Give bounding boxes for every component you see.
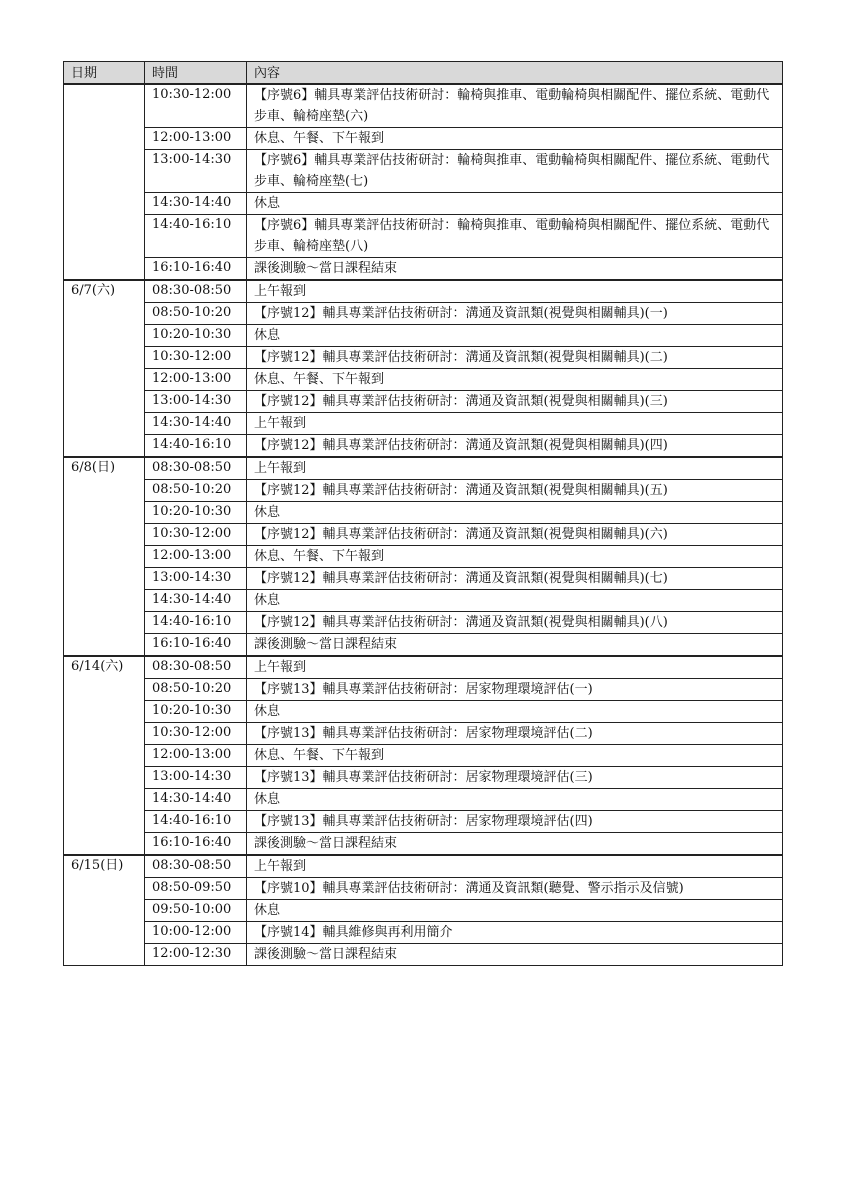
cell-content: 【序號12】輔具專業評估技術研討：溝通及資訊類(視覺與相關輔具)(三) [247, 391, 783, 413]
header-content: 內容 [247, 62, 783, 85]
schedule-body [64, 84, 783, 966]
cell-content: 休息 [247, 193, 783, 215]
table-row [64, 679, 783, 701]
table-row [64, 150, 783, 193]
cell-content: 【序號12】輔具專業評估技術研討：溝通及資訊類(視覺與相關輔具)(四) [247, 435, 783, 458]
cell-time: 10:30-12:00 [145, 723, 247, 745]
cell-date [64, 413, 145, 435]
cell-content: 課後測驗～當日課程結束 [247, 258, 783, 281]
cell-time: 13:00-14:30 [145, 568, 247, 590]
cell-date [64, 215, 145, 258]
table-row [64, 193, 783, 215]
cell-date [64, 789, 145, 811]
cell-date [64, 767, 145, 789]
cell-content: 【序號6】輔具專業評估技術研討：輪椅與推車、電動輪椅與相關配件、擺位系統、電動代步車、輪椅座墊(八) [247, 215, 783, 258]
cell-date [64, 612, 145, 634]
cell-time: 14:30-14:40 [145, 413, 247, 435]
cell-time: 13:00-14:30 [145, 767, 247, 789]
cell-date [64, 833, 145, 856]
table-row [64, 590, 783, 612]
cell-time: 08:30-08:50 [145, 457, 247, 480]
cell-time: 14:30-14:40 [145, 590, 247, 612]
cell-content: 【序號10】輔具專業評估技術研討：溝通及資訊類(聽覺、警示指示及信號) [247, 878, 783, 900]
cell-date: 6/8(日) [64, 457, 145, 480]
cell-time: 10:20-10:30 [145, 502, 247, 524]
cell-content: 【序號12】輔具專業評估技術研討：溝通及資訊類(視覺與相關輔具)(八) [247, 612, 783, 634]
cell-time: 08:30-08:50 [145, 855, 247, 878]
cell-content: 休息 [247, 701, 783, 723]
table-row [64, 944, 783, 966]
cell-content: 休息、午餐、下午報到 [247, 546, 783, 568]
cell-time: 08:30-08:50 [145, 656, 247, 679]
cell-date [64, 150, 145, 193]
cell-date: 6/7(六) [64, 280, 145, 303]
cell-time: 13:00-14:30 [145, 391, 247, 413]
cell-content: 上午報到 [247, 413, 783, 435]
table-row [64, 303, 783, 325]
cell-content: 休息 [247, 590, 783, 612]
table-row [64, 878, 783, 900]
table-row [64, 789, 783, 811]
cell-content: 休息、午餐、下午報到 [247, 369, 783, 391]
cell-content: 課後測驗～當日課程結束 [247, 944, 783, 966]
cell-time: 08:30-08:50 [145, 280, 247, 303]
table-row [64, 457, 783, 480]
cell-date [64, 546, 145, 568]
cell-time: 14:40-16:10 [145, 215, 247, 258]
cell-content: 課後測驗～當日課程結束 [247, 833, 783, 856]
cell-time: 08:50-10:20 [145, 480, 247, 502]
table-row [64, 325, 783, 347]
cell-date [64, 325, 145, 347]
cell-date [64, 128, 145, 150]
table-row [64, 524, 783, 546]
cell-content: 上午報到 [247, 280, 783, 303]
cell-date [64, 590, 145, 612]
table-row [64, 84, 783, 128]
cell-time: 12:00-13:00 [145, 745, 247, 767]
table-row [64, 215, 783, 258]
cell-date [64, 811, 145, 833]
table-row [64, 391, 783, 413]
cell-date [64, 723, 145, 745]
schedule-sheet [63, 61, 782, 966]
cell-date [64, 568, 145, 590]
table-row [64, 502, 783, 524]
cell-content: 【序號6】輔具專業評估技術研討：輪椅與推車、電動輪椅與相關配件、擺位系統、電動代步車、輪椅座墊(七) [247, 150, 783, 193]
cell-time: 12:00-13:00 [145, 369, 247, 391]
table-row [64, 701, 783, 723]
cell-date [64, 84, 145, 128]
table-row [64, 347, 783, 369]
cell-content: 休息 [247, 789, 783, 811]
cell-date [64, 944, 145, 966]
cell-date [64, 193, 145, 215]
table-row [64, 745, 783, 767]
table-row [64, 280, 783, 303]
cell-time: 14:40-16:10 [145, 612, 247, 634]
cell-content: 休息 [247, 502, 783, 524]
table-header-row [64, 62, 783, 85]
table-row [64, 656, 783, 679]
table-row [64, 480, 783, 502]
cell-time: 14:30-14:40 [145, 193, 247, 215]
cell-date [64, 878, 145, 900]
cell-date: 6/15(日) [64, 855, 145, 878]
cell-date [64, 347, 145, 369]
table-row [64, 568, 783, 590]
cell-content: 【序號14】輔具維修與再利用簡介 [247, 922, 783, 944]
cell-time: 12:00-13:00 [145, 128, 247, 150]
cell-content: 上午報到 [247, 457, 783, 480]
cell-content: 【序號13】輔具專業評估技術研討：居家物理環境評估(四) [247, 811, 783, 833]
table-row [64, 369, 783, 391]
schedule-table [63, 61, 783, 966]
cell-content: 休息 [247, 325, 783, 347]
cell-date [64, 679, 145, 701]
cell-time: 14:30-14:40 [145, 789, 247, 811]
cell-content: 【序號13】輔具專業評估技術研討：居家物理環境評估(二) [247, 723, 783, 745]
table-row [64, 811, 783, 833]
table-row [64, 855, 783, 878]
cell-date [64, 922, 145, 944]
cell-date [64, 369, 145, 391]
table-row [64, 546, 783, 568]
cell-date: 6/14(六) [64, 656, 145, 679]
cell-date [64, 480, 145, 502]
table-row [64, 634, 783, 657]
cell-date [64, 701, 145, 723]
cell-time: 08:50-10:20 [145, 303, 247, 325]
cell-time: 14:40-16:10 [145, 811, 247, 833]
table-row [64, 258, 783, 281]
cell-time: 12:00-13:00 [145, 546, 247, 568]
header-time: 時間 [145, 62, 247, 85]
cell-content: 【序號13】輔具專業評估技術研討：居家物理環境評估(三) [247, 767, 783, 789]
cell-date [64, 303, 145, 325]
table-row [64, 833, 783, 856]
cell-time: 10:20-10:30 [145, 325, 247, 347]
cell-content: 【序號12】輔具專業評估技術研討：溝通及資訊類(視覺與相關輔具)(五) [247, 480, 783, 502]
cell-time: 10:00-12:00 [145, 922, 247, 944]
table-row [64, 767, 783, 789]
cell-content: 【序號12】輔具專業評估技術研討：溝通及資訊類(視覺與相關輔具)(二) [247, 347, 783, 369]
cell-date [64, 258, 145, 281]
cell-date [64, 391, 145, 413]
cell-content: 休息 [247, 900, 783, 922]
cell-content: 【序號12】輔具專業評估技術研討：溝通及資訊類(視覺與相關輔具)(七) [247, 568, 783, 590]
cell-date [64, 502, 145, 524]
table-row [64, 922, 783, 944]
cell-content: 休息、午餐、下午報到 [247, 128, 783, 150]
cell-content: 【序號6】輔具專業評估技術研討：輪椅與推車、電動輪椅與相關配件、擺位系統、電動代步車、輪椅座墊(六) [247, 84, 783, 128]
cell-content: 上午報到 [247, 855, 783, 878]
cell-time: 16:10-16:40 [145, 258, 247, 281]
table-row [64, 435, 783, 458]
cell-time: 08:50-09:50 [145, 878, 247, 900]
cell-time: 10:30-12:00 [145, 84, 247, 128]
cell-time: 16:10-16:40 [145, 634, 247, 657]
cell-date [64, 435, 145, 458]
cell-date [64, 634, 145, 657]
cell-content: 課後測驗～當日課程結束 [247, 634, 783, 657]
cell-content: 【序號12】輔具專業評估技術研討：溝通及資訊類(視覺與相關輔具)(六) [247, 524, 783, 546]
cell-date [64, 524, 145, 546]
cell-date [64, 745, 145, 767]
cell-time: 10:30-12:00 [145, 524, 247, 546]
cell-date [64, 900, 145, 922]
cell-content: 休息、午餐、下午報到 [247, 745, 783, 767]
cell-time: 10:20-10:30 [145, 701, 247, 723]
cell-content: 上午報到 [247, 656, 783, 679]
table-row [64, 612, 783, 634]
cell-time: 13:00-14:30 [145, 150, 247, 193]
cell-time: 16:10-16:40 [145, 833, 247, 856]
table-row [64, 128, 783, 150]
table-row [64, 900, 783, 922]
table-row [64, 723, 783, 745]
cell-time: 08:50-10:20 [145, 679, 247, 701]
cell-content: 【序號12】輔具專業評估技術研討：溝通及資訊類(視覺與相關輔具)(一) [247, 303, 783, 325]
cell-content: 【序號13】輔具專業評估技術研討：居家物理環境評估(一) [247, 679, 783, 701]
cell-time: 10:30-12:00 [145, 347, 247, 369]
header-date: 日期 [64, 62, 145, 85]
cell-time: 09:50-10:00 [145, 900, 247, 922]
cell-time: 14:40-16:10 [145, 435, 247, 458]
cell-time: 12:00-12:30 [145, 944, 247, 966]
table-row [64, 413, 783, 435]
